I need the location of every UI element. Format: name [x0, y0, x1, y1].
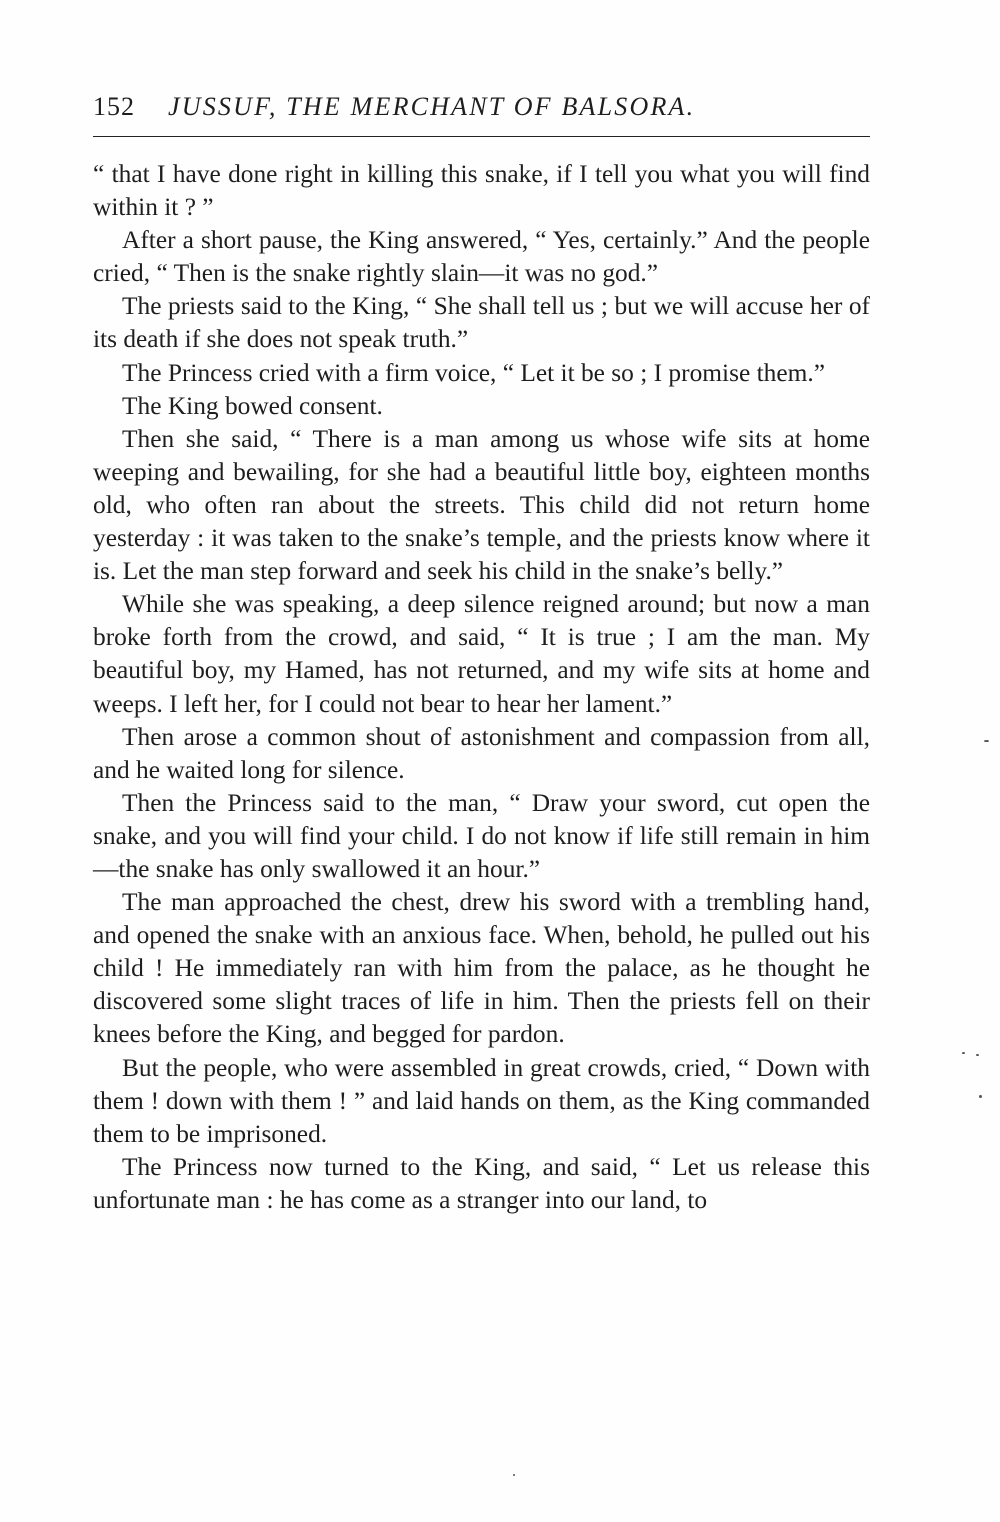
header-rule: [93, 136, 870, 137]
scan-speck: [513, 1474, 515, 1476]
scan-speck: [984, 740, 989, 742]
paragraph: But the people, who were assembled in great crowds, cried, “ Down with them ! down with them ! ” and laid hands on them, as the King commanded them to be imprisoned.: [93, 1053, 870, 1148]
page-number: 152: [93, 92, 135, 121]
paragraph: “ that I have done right in killing this snake, if I tell you what you will find within it ? ”: [93, 160, 870, 222]
running-title: JUSSUF, THE MERCHANT OF BALSORA.: [168, 92, 696, 121]
paragraph: Then the Princess said to the man, “ Draw your sword, cut open the snake, and you will find your child. I do not know if life still remain in him—the snake has only swallowed it an hour.”: [93, 788, 870, 883]
body-text: [93, 158, 870, 1217]
paragraph: After a short pause, the King answered, “ Yes, certainly.” And the people cried, “ Then is the snake rightly slain—it was no god.”: [93, 226, 870, 288]
scan-speck: [976, 1054, 979, 1056]
scan-speck: [979, 1095, 982, 1098]
paragraph: The priests said to the King, “ She shall tell us ; but we will accuse her of its death if she does not speak truth.”: [93, 292, 870, 354]
running-header: [93, 86, 868, 126]
paragraph: The man approached the chest, drew his sword with a trembling hand, and opened the snake with an anxious face. When, behold, he pulled out his child ! He immediately ran with him from the palace, as he thought he discovered some slight traces of life in him. Then the priests fell on their knees before the King, and begged for pardon.: [93, 888, 870, 1049]
paragraph: The King bowed consent.: [122, 391, 383, 420]
paragraph: The Princess cried with a firm voice, “ Let it be so ; I promise them.”: [122, 358, 825, 387]
paragraph: While she was speaking, a deep silence reigned around; but now a man broke forth from the crowd, and said, “ It is true ; I am the man. My beautiful boy, my Hamed, has not returned, and my wife sits at home and weeps. I left her, for I could not bear to hear her lament.”: [93, 590, 870, 718]
paragraph: The Princess now turned to the King, and said, “ Let us release this unfortunate man : he has come as a stranger into our land, to: [93, 1152, 870, 1214]
scan-speck: [962, 1052, 965, 1054]
paragraph: Then arose a common shout of astonishment and compassion from all, and he waited long for silence.: [93, 722, 870, 784]
paragraph: Then she said, “ There is a man among us whose wife sits at home weeping and bewailing, for she had a beautiful little boy, eighteen months old, who often ran about the streets. This child did not return home yesterday : it was taken to the snake’s temple, and the priests know where it is. Let the man step forward and seek his child in the snake’s belly.”: [93, 424, 870, 586]
